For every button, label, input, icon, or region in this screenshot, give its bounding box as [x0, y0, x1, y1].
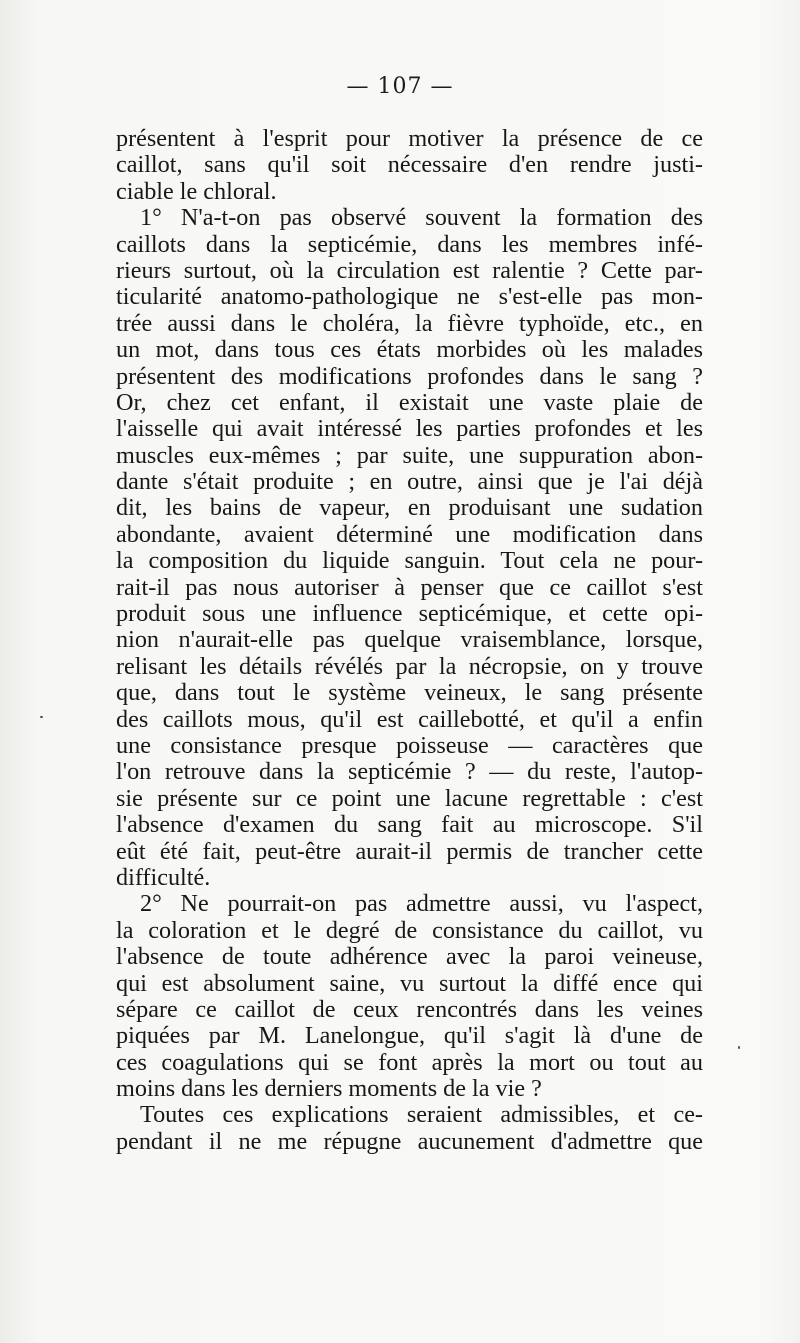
- text-line: dit, les bains de vapeur, en produisant une sudation: [116, 494, 703, 522]
- text-line: un mot, dans tous ces états morbides où les malades: [116, 336, 703, 364]
- text-line: produit sous une influence septicémique, et cette opi-: [116, 600, 703, 628]
- text-line: moins dans les derniers moments de la vie ?: [116, 1075, 542, 1103]
- text-line: muscles eux-mêmes ; par suite, une suppuration abon-: [116, 441, 703, 469]
- text-line: des caillots mous, qu'il est caillebotté, et qu'il a enfin: [116, 705, 703, 733]
- page-number: — 107 —: [346, 74, 454, 99]
- text-line: la coloration et le degré de consistance du caillot, vu: [116, 916, 703, 944]
- text-line: l'aisselle qui avait intéressé les parties profondes et les: [116, 415, 703, 443]
- text-line: nion n'aurait-elle pas quelque vraisemblance, lorsque,: [116, 626, 703, 654]
- text-line: eût été fait, peut-être aurait-il permis de trancher cette: [116, 837, 703, 865]
- text-line: présentent à l'esprit pour motiver la présence de ce: [116, 125, 703, 152]
- text-line: abondante, avaient déterminé une modification dans: [116, 520, 703, 548]
- text-line: la composition du liquide sanguin. Tout cela ne pour-: [116, 547, 703, 575]
- text-line: sépare ce caillot de ceux rencontrés dans les veines: [116, 995, 703, 1023]
- text-line: l'absence de toute adhérence avec la paroi veineuse,: [116, 943, 703, 971]
- body-text: [116, 126, 703, 1155]
- text-line: Toutes ces explications seraient admissibles, et ce-: [140, 1101, 703, 1129]
- text-line: ticularité anatomo-pathologique ne s'est-elle pas mon-: [116, 283, 703, 311]
- text-line: difficulté.: [116, 863, 211, 891]
- text-line: l'absence d'examen du sang fait au microscope. S'il: [116, 811, 703, 839]
- text-line: rieurs surtout, où la circulation est ralentie ? Cette par-: [116, 256, 703, 284]
- text-line: Or, chez cet enfant, il existait une vaste plaie de: [116, 388, 703, 416]
- text-line: pendant il ne me répugne aucunement d'admettre que: [116, 1127, 703, 1155]
- text-line: sie présente sur ce point une lacune regrettable : c'est: [116, 784, 703, 812]
- text-line: 1° N'a-t-on pas observé souvent la formation des: [140, 204, 703, 232]
- text-line: qui est absolument saine, vu surtout la diffé ence qui: [116, 969, 703, 997]
- text-line: que, dans tout le système veineux, le sang présente: [116, 679, 703, 707]
- scan-speck: [738, 1046, 740, 1049]
- text-line: ciable le chloral.: [116, 177, 277, 205]
- scan-speck: [40, 716, 43, 718]
- text-line: trée aussi dans le choléra, la fièvre typhoïde, etc., en: [116, 309, 703, 337]
- text-line: 2° Ne pourrait-on pas admettre aussi, vu l'aspect,: [140, 890, 703, 918]
- text-line: présentent des modifications profondes dans le sang ?: [116, 362, 703, 390]
- text-line: caillot, sans qu'il soit nécessaire d'en rendre justi-: [116, 151, 703, 179]
- text-line: piquées par M. Lanelongue, qu'il s'agit là d'une de: [116, 1022, 703, 1050]
- text-line: relisant les détails révélés par la nécropsie, on y trouve: [116, 652, 703, 680]
- text-line: ces coagulations qui se font après la mort ou tout au: [116, 1048, 703, 1076]
- text-line: une consistance presque poisseuse — caractères que: [116, 731, 703, 759]
- text-line: caillots dans la septicémie, dans les membres infé-: [116, 230, 703, 258]
- text-line: dante s'était produite ; en outre, ainsi que je l'ai déjà: [116, 468, 703, 496]
- text-line: l'on retrouve dans la septicémie ? — du reste, l'autop-: [116, 758, 703, 786]
- text-line: rait-il pas nous autoriser à penser que ce caillot s'est: [116, 573, 703, 601]
